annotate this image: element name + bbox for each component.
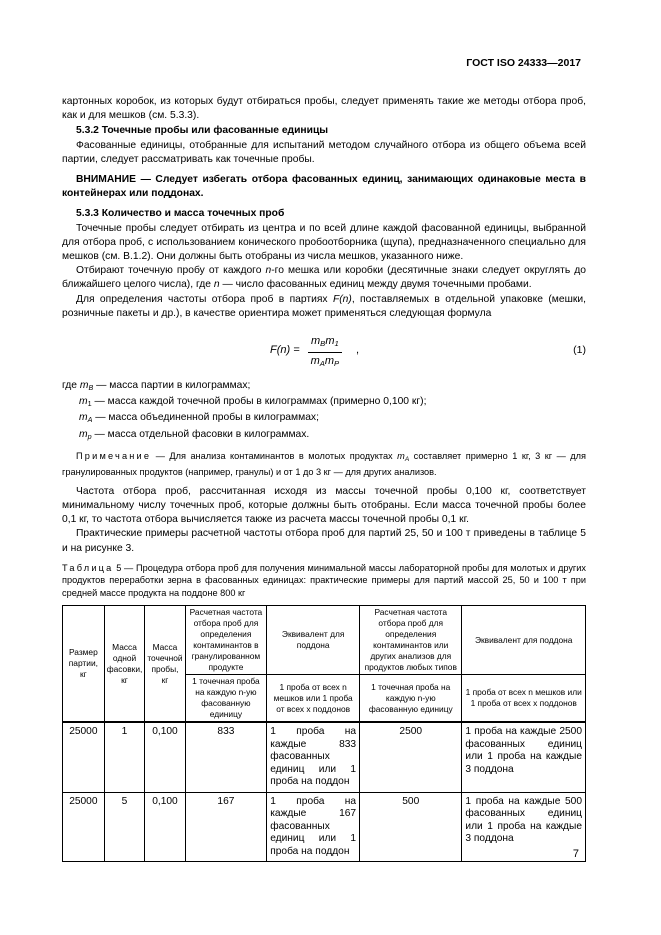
paragraph-examples: Практические примеры расчетной частоты отбора проб для партий 25, 50 и 100 т приведены в таблице 5 и на рисунке 3. [62,528,586,554]
header-freq-contaminants: Расчетная частота отбора проб для определения контаминантов в гранулированном продукте [185,606,267,675]
header-lot-size: Размер партии, кг [63,606,105,723]
definition-item: $m_A$ — масса объединенной пробы в килограммах; [79,412,319,425]
cell-unit: 1 [104,722,145,792]
paragraph-min-samples: Частота отбора проб, рассчитанная исходя из массы точечной пробы 0,100 кг, соответствует минимальному числу точечных проб, которые должны быть отобраны. Если масса точечной пробы более 0,1 кг, то частота отбора вычисляется также из расчета массы точечной пробы 0,1 кг. [62,485,586,526]
header-sample-mass: Масса точечной пробы, кг [145,606,185,723]
paragraph-nth-bag: Отбирают точечную пробу от каждого n-го мешка или коробки (десятичные знаки следует округлять до ближайшего целого числа), где n — число фасованных единиц между двумя точечными пробами. [62,265,586,291]
cell-sample: 0,100 [145,792,185,862]
paragraph-continued: картонных коробок, из которых будут отбираться пробы, следует применять такие же методы отбора проб, как и для мешков (см. 5.3.3). [62,96,586,122]
header-pallet-equiv-1: Эквивалент для поддона [267,606,360,675]
paragraph-spot-samples: Фасованные единицы, отобранные для испытаний методом случайного отбора из общего объема всей партии, следует рассматривать как точечные пробы. [62,139,586,165]
cell-lot: 25000 [63,792,105,862]
cell-sample: 0,100 [145,722,185,792]
page-number: 7 [572,848,579,860]
formula-fraction [308,334,342,371]
subheader-cell: 1 проба от всех n мешков или 1 проба от всех x поддонов [267,675,360,723]
cell-eq1: 1 проба на каждые 833 фасованных единиц или 1 проба на поддон [267,722,360,792]
definition-item: $m_p$ — масса отдельной фасовки в килограммах. [79,428,310,441]
header-unit-mass: Масса одной фасовки, кг [104,606,145,723]
cell-freq2: 500 [360,792,462,862]
formula-1 [62,331,586,375]
formula-numerator: $m_Bm_1$ [308,334,342,353]
table-row [63,722,586,792]
sampling-table [62,605,586,862]
formula-denominator: $m_Am_P$ [310,355,340,369]
warning-text: ВНИМАНИЕ — Следует избегать отбора фасованных единиц, занимающих одинаковые места в контейнерах или поддонах. [62,174,586,200]
subheader-cell: 1 проба от всех n мешков или 1 проба от всех x поддонов [462,675,586,723]
cell-eq2: 1 проба на каждые 2500 фасованных единиц или 1 проба на каждые 3 поддона [462,722,586,792]
definition-item: где $m_B$ — масса партии в килограммах; [62,380,251,393]
cell-eq1: 1 проба на каждые 167 фасованных единиц или 1 проба на поддон [267,792,360,862]
table-header-row [63,606,586,675]
subheader-cell: 1 точечная проба на каждую n-ую фасованную единицу [360,675,462,723]
paragraph-frequency: Для определения частоты отбора проб в партиях F(n), поставляемых в отдельной упаковке (мешки, розничные пакеты и др.), в качестве ориентира может применяться следующая формула [62,293,586,319]
definition-item: $m_1$ — масса каждой точечной пробы в килограммах (примерно 0,100 кг); [79,396,427,409]
table-row [63,792,586,862]
formula-comma: , [356,344,360,357]
cell-freq1: 833 [185,722,267,792]
standard-code: ГОСТ ISO 24333—2017 [466,57,581,69]
paragraph-sampling-method: Точечные пробы следует отбирать из центра и по всей длине каждой фасованной единицы, выбранной для отбора проб, с использованием конического пробоотборника (щупа), предназначенного специально для мешков (см. В.1.2). Они должны быть отобраны из числа мешков, указанного ниже. [62,222,586,263]
cell-unit: 5 [104,792,145,862]
definitions-list [62,379,586,444]
header-pallet-equiv-2: Эквивалент для поддона [462,606,586,675]
equation-number: (1) [573,344,586,357]
cell-freq1: 167 [185,792,267,862]
cell-freq2: 2500 [360,722,462,792]
heading-5-3-2: 5.3.2 Точечные пробы или фасованные единицы [76,125,329,137]
note: Примечание — Для анализа контаминантов в молотых продуктах $m_A$ составляет примерно 1 кг, 3 кг — для гранулированных продуктов (например, гранулы) и от 1 до 3 кг — для других анализов. [62,450,587,478]
table-caption: Таблица 5 — Процедура отбора проб для получения минимальной массы лабораторной пробы для молотых и других продуктов переработки зерна в фасованных единицах: практические примеры для партий массой 25, 50 и 100 т при средней массе продукта на поддоне 800 кг [62,562,586,598]
header-freq-other: Расчетная частота отбора проб для определения контаминантов или других анализов для продуктов любых типов [360,606,462,675]
cell-eq2: 1 проба на каждые 500 фасованных единиц или 1 проба на каждые 3 поддона [462,792,586,862]
subheader-cell: 1 точечная проба на каждую n-ую фасованную единицу [185,675,267,723]
formula-lhs: F(n) = [270,344,300,357]
heading-5-3-3: 5.3.3 Количество и масса точечных проб [76,208,285,220]
page-content [62,95,586,862]
cell-lot: 25000 [63,722,105,792]
